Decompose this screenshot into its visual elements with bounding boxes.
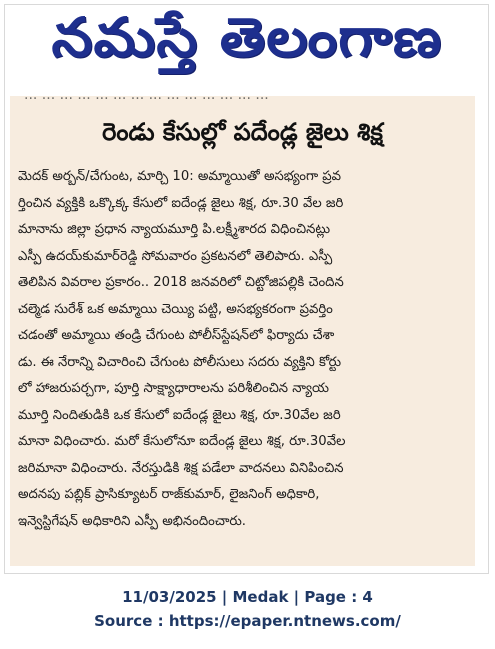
masthead-title: నమస్తే తెలంగాణ bbox=[51, 5, 443, 69]
article-line: మూర్తి నిందితుడికి ఒక కేసులో ఐదేండ్ల జైలు శిక్ష, రూ.30వేల జరి bbox=[18, 407, 341, 423]
source-link[interactable]: Source : https://epaper.ntnews.com/ bbox=[94, 612, 401, 630]
publication-meta: 11/03/2025 | Medak | Page : 4 bbox=[122, 588, 373, 606]
footer bbox=[0, 585, 495, 633]
article-line: చడంతో అమ్మాయి తండ్రి చేగుంట పోలీస్‌స్టేషన్‌లో ఫిర్యాదు చేశా bbox=[18, 328, 335, 343]
article-line: ఇన్వెస్టిగేషన్ అధికారిని ఎస్పీ అభినందించారు. bbox=[18, 513, 246, 529]
article-line: మానాను జిల్లా ప్రధాన న్యాయమూర్తి పి.లక్ష్మీశారద విధించినట్లు bbox=[18, 222, 331, 237]
article-headline: రెండు కేసుల్లో పదేండ్ల జైలు శిక్ష bbox=[102, 118, 383, 146]
article-line: జరిమానా విధించారు. నేరస్తుడికి శిక్ష పడేలా వాదనలు వినిపించిన bbox=[18, 460, 344, 476]
article-line: అదనపు పబ్లిక్ ప్రాసిక్యూటర్ రాజ్‌కుమార్, లైజనింగ్ అధికారి, bbox=[18, 487, 320, 502]
article-line: తెలిపిన వివరాల ప్రకారం.. 2018 జనవరిలో చిట్టోజిపల్లికి చెందిన bbox=[18, 275, 344, 290]
article-line: లో హాజరుపర్చగా, పూర్తి సాక్ష్యాధారాలను పరిశీలించిన న్యాయ bbox=[18, 381, 329, 396]
article-line: ఎస్పీ ఉదయ్‌కుమార్‌రెడ్డి సోమవారం ప్రకటనలో తెలిపారు. ఎస్పీ bbox=[18, 248, 333, 264]
article-line: మానా విధించారు. మరో కేసులోనూ ఐదేండ్ల జైలు శిక్ష, రూ.30వేల bbox=[18, 434, 346, 449]
newspaper-masthead bbox=[22, 6, 472, 82]
article-line: మెదక్ అర్బన్/చేగుంట, మార్చి 10: అమ్మాయితో అసభ్యంగా ప్రవ bbox=[18, 169, 342, 184]
article-clipping bbox=[10, 87, 475, 566]
cut-off-text-line: ... ... ... ... ... ... ... ... ... ... ... ... ... ... bbox=[24, 87, 269, 103]
article-line: డు. ఈ నేరాన్ని విచారించి చేగుంట పోలీసులు సదరు వ్యక్తిని కోర్టు bbox=[18, 354, 342, 370]
article-body bbox=[18, 164, 468, 535]
article-line: చల్మెడ సురేశ్ ఒక అమ్మాయి చెయ్యి పట్టి, అసభ్యకరంగా ప్రవర్తిం bbox=[18, 301, 333, 317]
article-line: ర్తించిన వ్యక్తికి ఒక్కొక్క కేసులో ఐదేండ్ల జైలు శిక్ష, రూ.30 వేల జరి bbox=[18, 195, 344, 211]
